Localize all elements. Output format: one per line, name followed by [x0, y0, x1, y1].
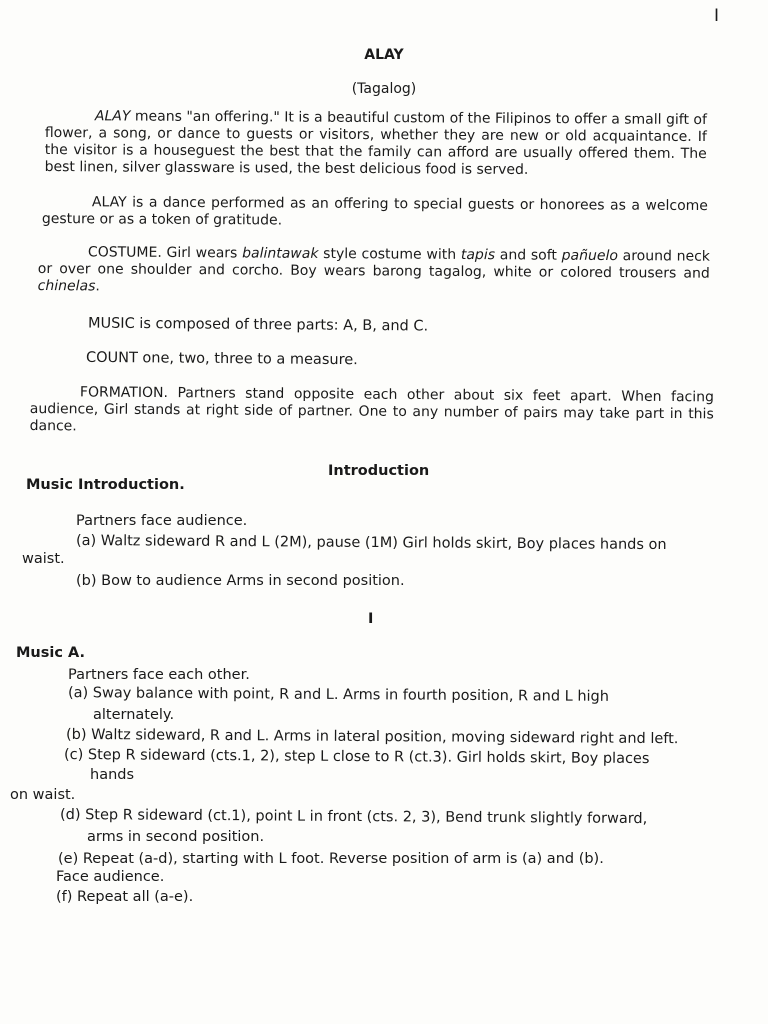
formation-text: FORMATION. Partners stand opposite each other about six feet apart. When facing audience, Girl stands at right side of partner. One to any number of pairs may take part in this dance. — [29, 384, 714, 435]
count-line: COUNT one, two, three to a measure. — [85, 349, 358, 369]
music-line: MUSIC is composed of three parts: A, B, and C. — [87, 315, 429, 335]
part1-step-f: (f) Repeat all (a-e). — [56, 889, 194, 905]
description-paragraph — [42, 194, 708, 232]
intro-step-line1: Partners face audience. — [76, 513, 248, 529]
part1-face-audience: Face audience. — [56, 869, 165, 885]
costume-text-1: style costume with — [323, 245, 457, 263]
intro-step-b: (b) Bow to audience Arms in second position. — [76, 573, 405, 589]
page-subtitle: (Tagalog) — [351, 81, 417, 97]
description-text: ALAY is a dance performed as an offering to special guests or honorees as a welcome gesture or as a token of gratitude. — [41, 194, 708, 229]
costume-lead: COSTUME. Girl wears — [87, 244, 238, 262]
music-a-label: Music A. — [16, 645, 85, 661]
intro-text: means "an offering." It is a beautiful custom of the Filipinos to offer a small gift of flower, a song, or dance to guests or visitors, whether they are new or old acquaintance. If the visitor is a houseguest the best that the family can afford are usually offered them. The best linen, silver glassware is used, the best delicious food is served. — [44, 108, 707, 178]
costume-term-tapis: tapis — [460, 246, 496, 264]
part1-line1: Partners face each other. — [68, 667, 250, 683]
formation-paragraph — [30, 384, 714, 440]
part1-step-c-cont2: on waist. — [10, 787, 76, 803]
part1-step-d-cont: arms in second position. — [87, 829, 265, 845]
intro-paragraph — [45, 108, 707, 180]
part1-step-c: (c) Step R sideward (cts.1, 2), step L close to R (ct.3). Girl holds skirt, Boy places — [63, 746, 650, 768]
part1-step-a-cont: alternately. — [93, 707, 175, 723]
page-title: ALAY — [364, 47, 404, 63]
intro-step-a-cont: waist. — [22, 551, 65, 567]
part1-step-c-cont: hands — [90, 767, 135, 783]
part1-step-d: (d) Step R sideward (ct.1), point L in front (cts. 2, 3), Bend trunk slightly forward, — [59, 806, 648, 828]
introduction-heading: Introduction — [328, 463, 430, 479]
costume-text-2: and soft — [499, 247, 557, 264]
part1-step-a: (a) Sway balance with point, R and L. Arms in fourth position, R and L high — [67, 685, 610, 705]
intro-term: ALAY — [94, 108, 131, 125]
costume-text-3: around neck or over one shoulder and corcho. Boy wears barong tagalog, white or colored trousers and — [37, 248, 710, 282]
costume-paragraph — [38, 244, 710, 300]
music-introduction-label: Music Introduction. — [26, 477, 185, 493]
intro-step-a: (a) Waltz sideward R and L (2M), pause (1M) Girl holds skirt, Boy places hands on — [75, 532, 667, 554]
costume-term-chinelas: chinelas — [37, 277, 96, 295]
page-number: I — [714, 6, 720, 26]
costume-end: . — [95, 278, 100, 295]
part-one-heading: I — [368, 611, 374, 627]
costume-term-panuelo: pañuelo — [561, 247, 618, 265]
part1-step-b: (b) Waltz sideward, R and L. Arms in lateral position, moving sideward right and left. — [65, 726, 679, 748]
costume-term-balintawak: balintawak — [242, 245, 319, 262]
part1-step-e: (e) Repeat (a-d), starting with L foot. Reverse position of arm is (a) and (b). — [58, 851, 604, 867]
